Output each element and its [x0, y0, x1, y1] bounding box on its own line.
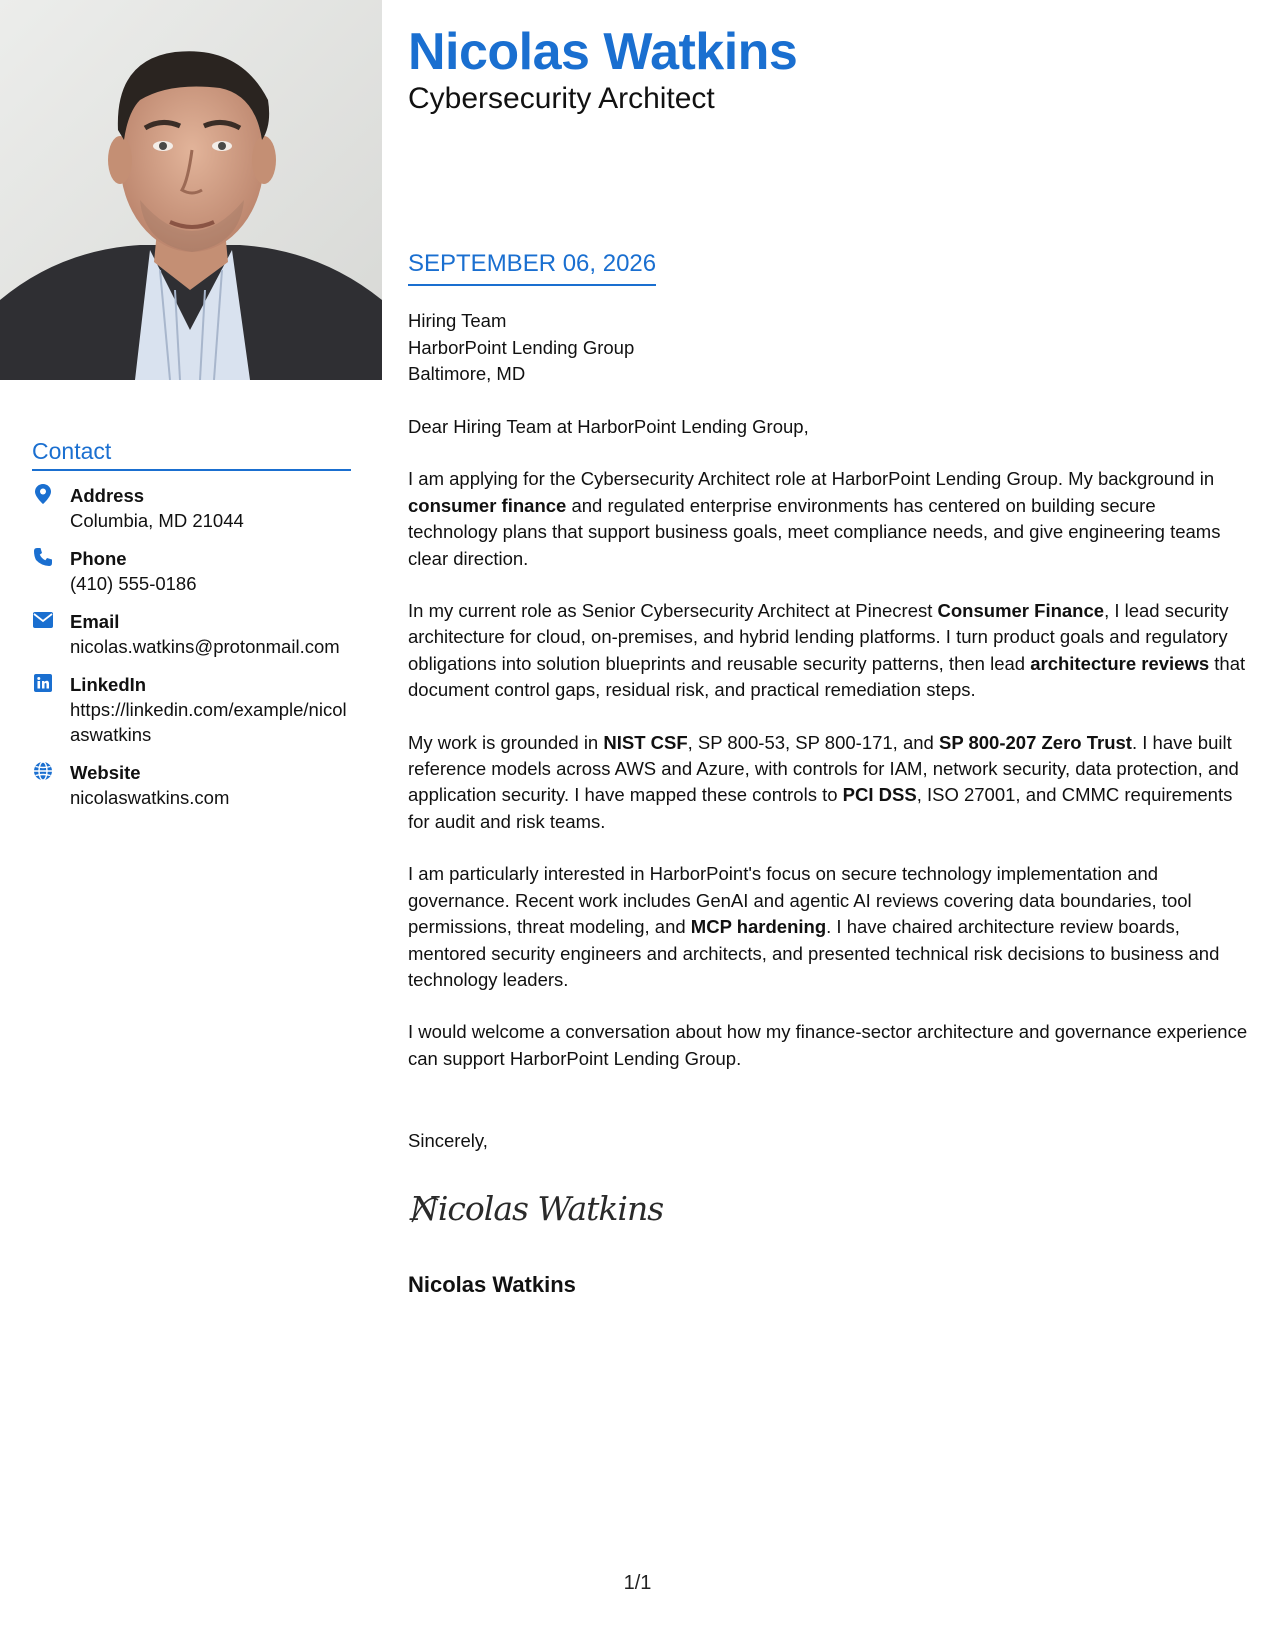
linkedin-value[interactable]: https://linkedin.com/example/nicolaswatkins	[70, 699, 347, 745]
letter-date: SEPTEMBER 06, 2026	[408, 250, 656, 286]
address-value: Columbia, MD 21044	[70, 510, 244, 531]
email-label: Email	[70, 611, 120, 632]
map-pin-icon	[32, 483, 54, 505]
closing: Sincerely,	[408, 1130, 488, 1151]
recipient-block	[408, 308, 634, 388]
recipient-line: Baltimore, MD	[408, 363, 526, 384]
signature-image	[408, 1182, 688, 1232]
svg-text:Nicolas Watkins: Nicolas Watkins	[410, 1189, 664, 1228]
salutation: Dear Hiring Team at HarborPoint Lending Group,	[408, 416, 809, 437]
paragraph: I would welcome a conversation about how my finance-sector architecture and governance experience can support HarborPoint Lending Group.	[408, 1021, 1248, 1069]
envelope-icon	[32, 609, 54, 631]
address-label: Address	[70, 485, 145, 506]
page-number: 1/1	[623, 1572, 652, 1594]
contact-email	[32, 609, 351, 659]
contact-website	[32, 760, 351, 810]
linkedin-label: LinkedIn	[70, 674, 147, 695]
phone-value: (410) 555-0186	[70, 573, 197, 594]
recipient-line: HarborPoint Lending Group	[408, 336, 635, 358]
contact-section	[32, 438, 351, 823]
website-label: Website	[70, 762, 141, 783]
profile-photo	[0, 0, 382, 380]
globe-icon	[32, 760, 54, 782]
paragraph: I am particularly interested in HarborPoint's focus on secure technology implementation and governance. Recent work includes GenAI and agentic AI reviews covering data boundaries, tool permissions, threat modeling, and MCP hardening. I have chaired architecture review boards, mentored security engineers and architects, and presented technical risk decisions to business and technology leaders.	[408, 863, 1220, 990]
paragraph: My work is grounded in NIST CSF, SP 800-53, SP 800-171, and SP 800-207 Zero Trust. I have built reference models across AWS and Azure, with controls for IAM, network security, data protection, and application security. I have mapped these controls to PCI DSS, ISO 27001, and CMMC requirements for audit and risk teams.	[408, 731, 1239, 832]
applicant-role: Cybersecurity Architect	[408, 82, 715, 115]
signed-name: Nicolas Watkins	[408, 1272, 576, 1297]
letter-body	[408, 414, 1248, 1098]
paragraph: In my current role as Senior Cybersecurity Architect at Pinecrest Consumer Finance, I lead security architecture for cloud, on-premises, and hybrid lending platforms. I turn product goals and regulatory obligations into solution blueprints and reusable security patterns, then lead architecture reviews that document control gaps, residual risk, and practical remediation steps.	[408, 600, 1246, 701]
website-value[interactable]: nicolaswatkins.com	[70, 787, 230, 808]
contact-linkedin	[32, 672, 351, 747]
phone-label: Phone	[70, 548, 127, 569]
phone-icon	[32, 546, 54, 568]
email-value[interactable]: nicolas.watkins@protonmail.com	[70, 636, 340, 657]
contact-heading: Contact	[32, 438, 351, 471]
paragraph: I am applying for the Cybersecurity Architect role at HarborPoint Lending Group. My background in consumer finance and regulated enterprise environments has centered on building secure technology plans that support business goals, meet compliance needs, and give engineering teams clear direction.	[408, 468, 1221, 569]
recipient-line: Hiring Team	[408, 310, 507, 331]
portrait-photo	[0, 0, 382, 380]
contact-address	[32, 483, 351, 533]
linkedin-icon	[32, 672, 54, 694]
contact-phone	[32, 546, 351, 596]
applicant-name: Nicolas Watkins	[408, 23, 798, 81]
